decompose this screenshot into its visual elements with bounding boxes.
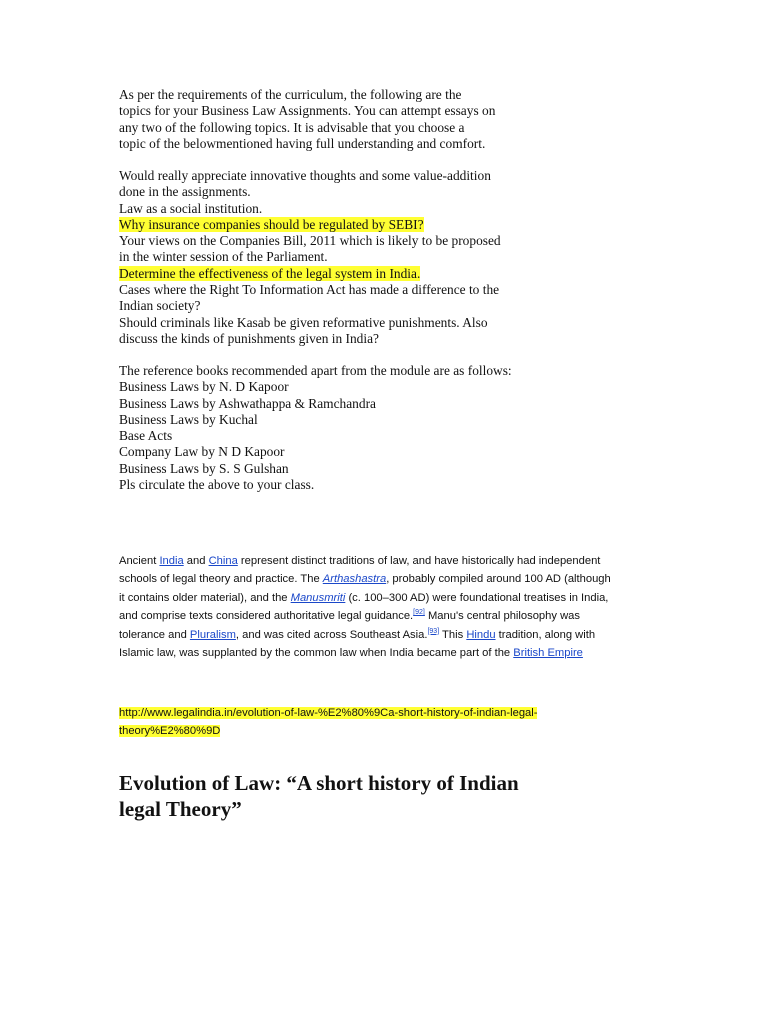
india-link[interactable]: India [159,555,184,567]
text-line: Indian society? [119,298,201,314]
citation-93[interactable]: [93] [427,627,440,635]
book-item: Business Laws by Ashwathappa & Ramchandra [119,395,376,411]
book-item: Business Laws by S. S Gulshan [119,460,289,476]
history-paragraph: Ancient India and China represent distinct traditions of law, and have historically had independent schools of legal theory and practice. The Arthashastra, probably compiled around 100 AD (although it contains older material), and the Manusmriti (c. 100–300 AD) were foundational treatises in India, and comprise texts considered authoritative legal guidance.[92] Manu's central philosophy was tolerance and Pluralism, and was cited across Southeast Asia.[93] This Hindu tradition, along with Islamic law, was supplanted by the common law when India became part of the British Empire [119,555,611,660]
hindu-link[interactable]: Hindu [466,628,496,641]
topic-item: Your views on the Companies Bill, 2011 which is likely to be proposed [119,233,501,249]
text-line: in the winter session of the Parliament. [119,249,328,265]
book-item: Business Laws by N. D Kapoor [119,379,289,395]
british-empire-link[interactable]: British Empire [513,647,583,660]
text-line: done in the assignments. [119,184,251,200]
text-line: Pls circulate the above to your class. [119,477,315,493]
text-line: topic of the belowmentioned having full understanding and comfort. [119,135,486,151]
reference-books [119,363,512,493]
source-url-line[interactable]: http://www.legalindia.in/evolution-of-law-%E2%80%9Ca-short-history-of-indian-legal- [119,707,538,719]
heading-line: legal Theory” [119,797,242,821]
topic-item: Law as a social institution. [119,200,263,216]
section-heading [119,770,519,822]
text-line: any two of the following topics. It is advisable that you choose a [119,119,465,135]
source-url [119,704,537,741]
pluralism-link[interactable]: Pluralism [189,628,236,641]
topics-paragraph [119,168,501,347]
text-line: Would really appreciate innovative thoughts and some value-addition [119,168,491,183]
manusmriti-link[interactable]: Manusmriti [290,591,346,604]
text-line: topics for your Business Law Assignments. You can attempt essays on [119,103,496,119]
highlighted-topic: Determine the effectiveness of the legal system in India. [119,265,421,281]
text-line: The reference books recommended apart from the module are as follows: [119,363,512,378]
book-item: Base Acts [119,428,173,444]
text-line: As per the requirements of the curriculum, the following are the [119,87,462,102]
topic-item: Should criminals like Kasab be given reformative punishments. Also [119,314,488,330]
citation-92[interactable]: [92] [413,609,425,617]
text-line: discuss the kinds of punishments given in India? [119,330,379,346]
china-link[interactable]: China [208,555,238,567]
book-item: Company Law by N D Kapoor [119,444,285,460]
intro-paragraph [119,87,495,152]
topic-item: Cases where the Right To Information Act has made a difference to the [119,282,500,298]
arthashastra-link[interactable]: Arthashastra [322,573,387,586]
book-item: Business Laws by Kuchal [119,411,258,427]
source-url-line[interactable]: theory%E2%80%9D [119,725,221,738]
highlighted-topic: Why insurance companies should be regulated by SEBI? [119,216,424,232]
heading-line: Evolution of Law: “A short history of Indian [119,771,519,795]
